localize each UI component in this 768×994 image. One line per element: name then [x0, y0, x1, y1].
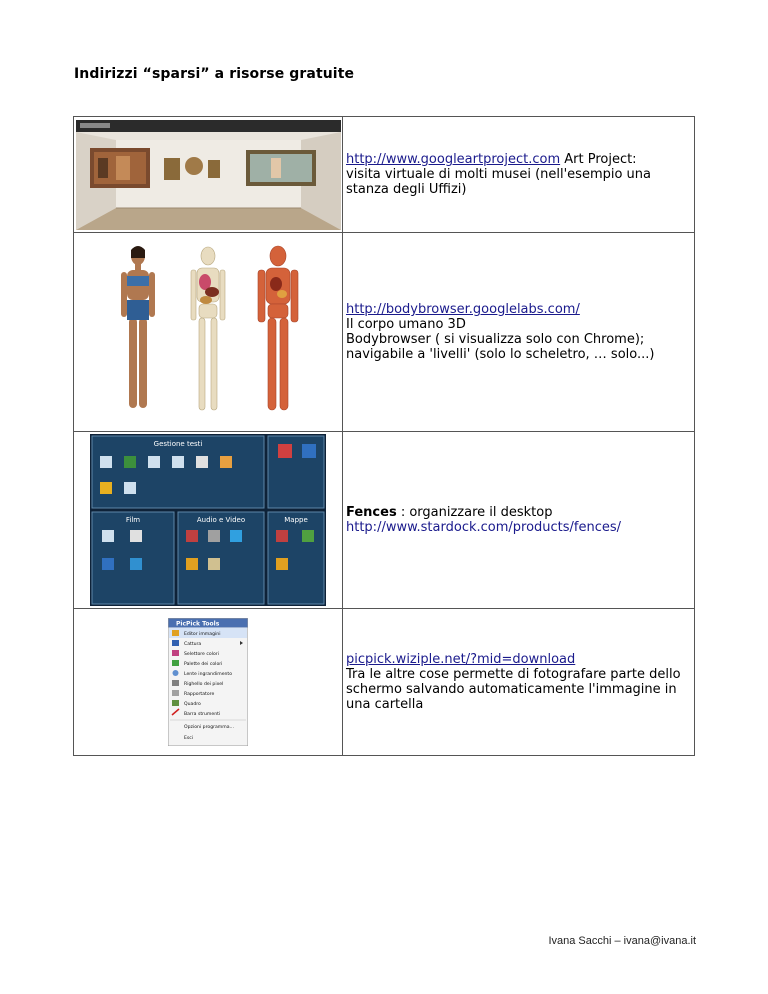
description-line: visita virtuale di molti musei (nell'esempio una [346, 167, 651, 182]
menu-item[interactable]: Opzioni programma... [184, 725, 234, 730]
image-cell [74, 609, 343, 756]
bodybrowser-link[interactable]: http://bodybrowser.googlelabs.com/ [346, 302, 580, 317]
stardock-fences-link[interactable]: http://www.stardock.com/products/fences/ [346, 520, 622, 535]
description-line: una cartella [346, 697, 424, 712]
text-cell [343, 233, 695, 432]
menu-item[interactable]: Editor immagini [184, 632, 221, 637]
menu-item[interactable]: Cattura [184, 642, 202, 647]
menu-item[interactable]: Quadro [184, 702, 201, 707]
panel-title: Gestione testi [153, 440, 203, 448]
fences-label: Fences [346, 505, 397, 520]
googleartproject-link[interactable]: http://www.googleartproject.com [346, 152, 561, 167]
picpick-link[interactable]: picpick.wiziple.net/?mid=download [346, 652, 576, 667]
table-row [74, 117, 695, 233]
menu-item[interactable]: Selettore colori [184, 652, 219, 657]
description-line: Bodybrowser ( si visualizza solo con Chrome); [346, 332, 645, 347]
fences-description: : organizzare il desktop [396, 505, 553, 520]
image-cell [74, 233, 343, 432]
panel-title: Mappe [284, 516, 308, 524]
table-row [74, 233, 695, 432]
text-cell [343, 117, 695, 233]
page-title: Indirizzi “sparsi” a risorse gratuite [74, 66, 355, 82]
picpick-menu-image [168, 618, 248, 746]
image-cell [74, 117, 343, 233]
menu-item[interactable]: Righello dei pixel [184, 682, 224, 687]
table-row [74, 609, 695, 756]
description-line: Tra le altre cose permette di fotografare parte dello [346, 667, 681, 682]
description-line: stanza degli Uffizi) [346, 182, 467, 197]
resources-table [73, 116, 695, 756]
image-cell [74, 432, 343, 609]
menu-item[interactable]: Lente ingrandimento [184, 672, 233, 677]
description-line: schermo salvando automaticamente l'immagine in [346, 682, 677, 697]
text-cell [343, 609, 695, 756]
human-body-3d-image [98, 242, 318, 422]
description-line: Il corpo umano 3D [346, 317, 466, 332]
text-cell [343, 432, 695, 609]
table-row [74, 432, 695, 609]
page-footer: Ivana Sacchi – ivana@ivana.it [548, 935, 696, 947]
panel-title: Audio e Video [196, 516, 246, 524]
art-project-gallery-image [76, 120, 341, 230]
menu-title: PicPick Tools [176, 620, 220, 628]
menu-item[interactable]: Barra strumenti [184, 712, 221, 717]
menu-item[interactable]: Rapportatore [184, 692, 215, 697]
fences-desktop-image [90, 434, 326, 606]
menu-item[interactable]: Esci [184, 736, 194, 741]
art-project-label: Art Project: [560, 152, 637, 167]
description-line: navigabile a 'livelli' (solo lo scheletro, … solo...) [346, 347, 655, 362]
menu-item[interactable]: Palette dei colori [184, 662, 223, 667]
panel-title: Film [125, 516, 141, 524]
